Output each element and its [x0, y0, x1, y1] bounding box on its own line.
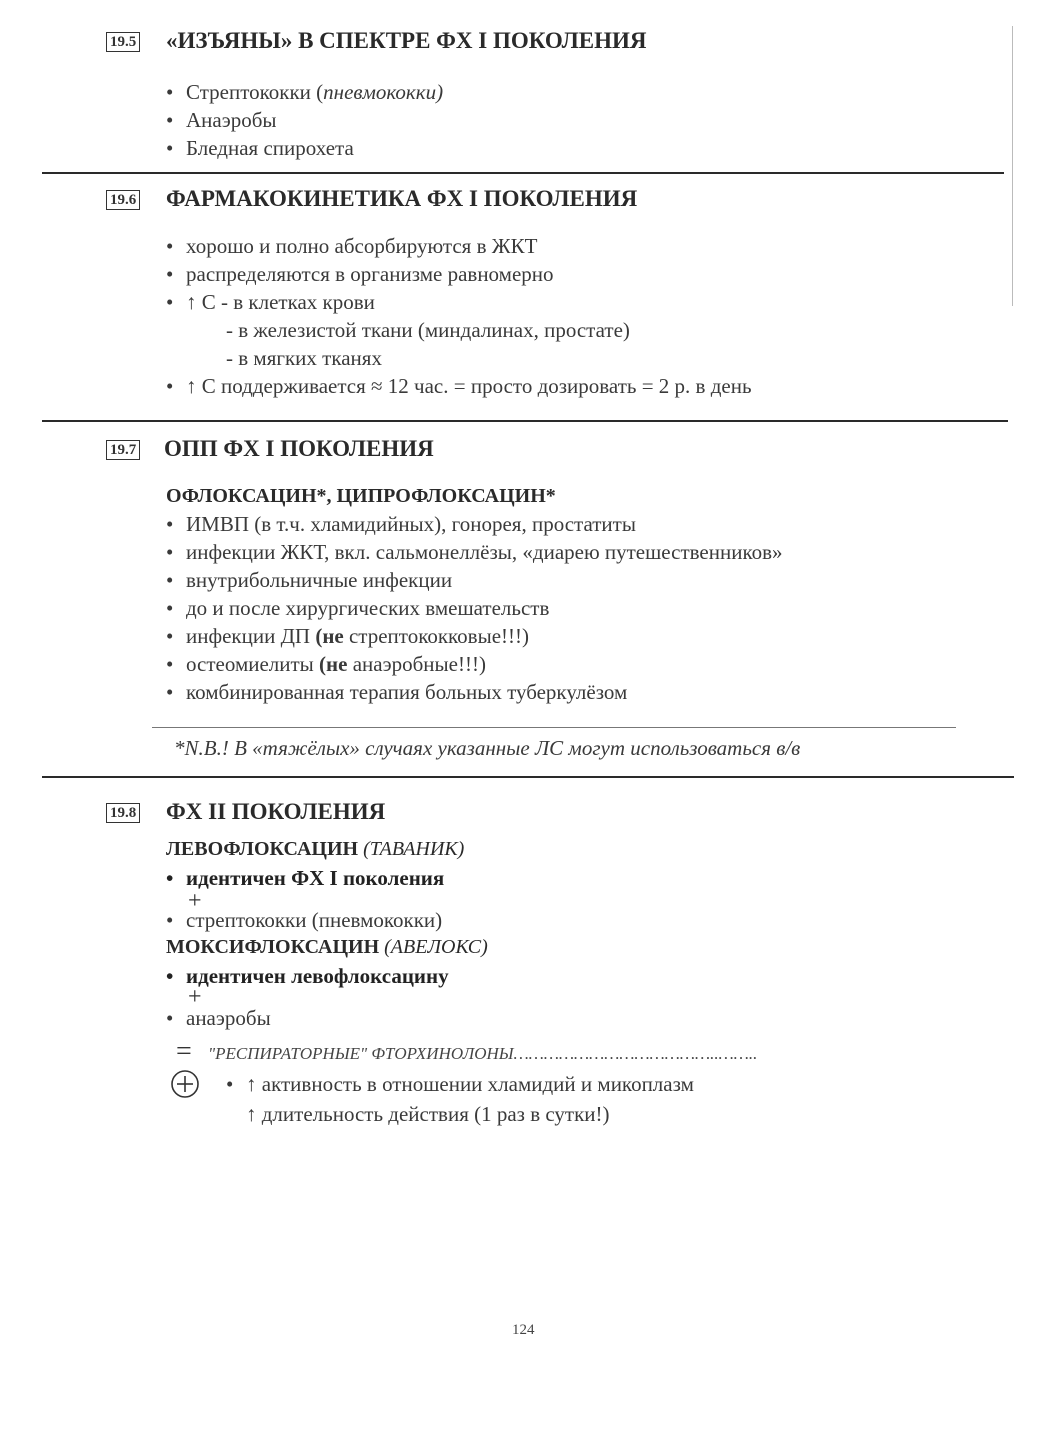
circled-plus-icon — [170, 1069, 200, 1099]
plus-sign: + — [188, 888, 202, 914]
list-item: • инфекции ДП (не стрептококковые!!!) — [166, 624, 529, 648]
section-divider — [42, 776, 1014, 778]
section-number-19-6: 19.6 — [106, 190, 140, 210]
note-divider — [152, 727, 956, 728]
list-item: • комбинированная терапия больных туберкулёзом — [166, 680, 628, 704]
list-item: • анаэробы — [166, 1006, 271, 1030]
list-item: • до и после хирургических вмешательств — [166, 596, 550, 620]
respiratory-fq-label: "РЕСПИРАТОРНЫЕ" ФТОРХИНОЛОНЫ…………………………………..…….. — [208, 1044, 758, 1063]
section-title-19-5: «ИЗЪЯНЫ» В СПЕКТРЕ ФХ I ПОКОЛЕНИЯ — [166, 28, 647, 53]
section-number-19-8: 19.8 — [106, 803, 140, 823]
list-item: • внутрибольничные инфекции — [166, 568, 453, 592]
drug-subheading: ОФЛОКСАЦИН*, ЦИПРОФЛОКСАЦИН* — [166, 485, 556, 507]
footnote: *N.B.! В «тяжёлых» случаях указанные ЛС могут использоваться в/в — [174, 736, 801, 760]
list-item: • идентичен ФХ I поколения — [166, 866, 445, 890]
list-item: • Стрептококки (пневмококки) — [166, 80, 444, 104]
list-item: • идентичен левофлоксацину — [166, 964, 449, 988]
list-item: • распределяются в организме равномерно — [166, 262, 554, 286]
advantage-item: ↑ длительность действия (1 раз в сутки!) — [246, 1102, 610, 1126]
section-divider — [42, 420, 1008, 422]
list-item: • Бледная спирохета — [166, 136, 354, 160]
drug-subheading: ЛЕВОФЛОКСАЦИН (ТАВАНИК) — [166, 838, 465, 860]
list-subitem: - в мягких тканях — [226, 346, 382, 370]
section-number-19-7: 19.7 — [106, 440, 140, 460]
section-title-19-6: ФАРМАКОКИНЕТИКА ФХ I ПОКОЛЕНИЯ — [166, 186, 638, 211]
list-item: • ↑ С поддерживается ≈ 12 час. = просто дозировать = 2 р. в день — [166, 374, 752, 398]
list-item: • хорошо и полно абсорбируются в ЖКТ — [166, 234, 538, 258]
list-item: • стрептококки (пневмококки) — [166, 908, 443, 932]
list-subitem: - в железистой ткани (миндалинах, простате) — [226, 318, 630, 342]
list-item: • ИМВП (в т.ч. хламидийных), гонорея, простатиты — [166, 512, 636, 536]
advantage-item: • ↑ активность в отношении хламидий и микоплазм — [226, 1072, 694, 1096]
section-title-19-8: ФХ II ПОКОЛЕНИЯ — [166, 799, 386, 824]
section-title-19-7: ОПП ФХ I ПОКОЛЕНИЯ — [164, 436, 434, 461]
list-item: • ↑ С - в клетках крови — [166, 290, 375, 314]
section-number-19-5: 19.5 — [106, 32, 140, 52]
plus-sign: + — [188, 984, 202, 1010]
equals-sign: = — [176, 1036, 192, 1067]
drug-subheading: МОКСИФЛОКСАЦИН (АВЕЛОКС) — [166, 936, 488, 958]
list-item: • Анаэробы — [166, 108, 277, 132]
list-item: • остеомиелиты (не анаэробные!!!) — [166, 652, 486, 676]
page-number: 124 — [512, 1322, 535, 1338]
section-divider — [42, 172, 1004, 174]
list-item: • инфекции ЖКТ, вкл. сальмонеллёзы, «диарею путешественников» — [166, 540, 783, 564]
scan-edge — [1012, 26, 1013, 306]
